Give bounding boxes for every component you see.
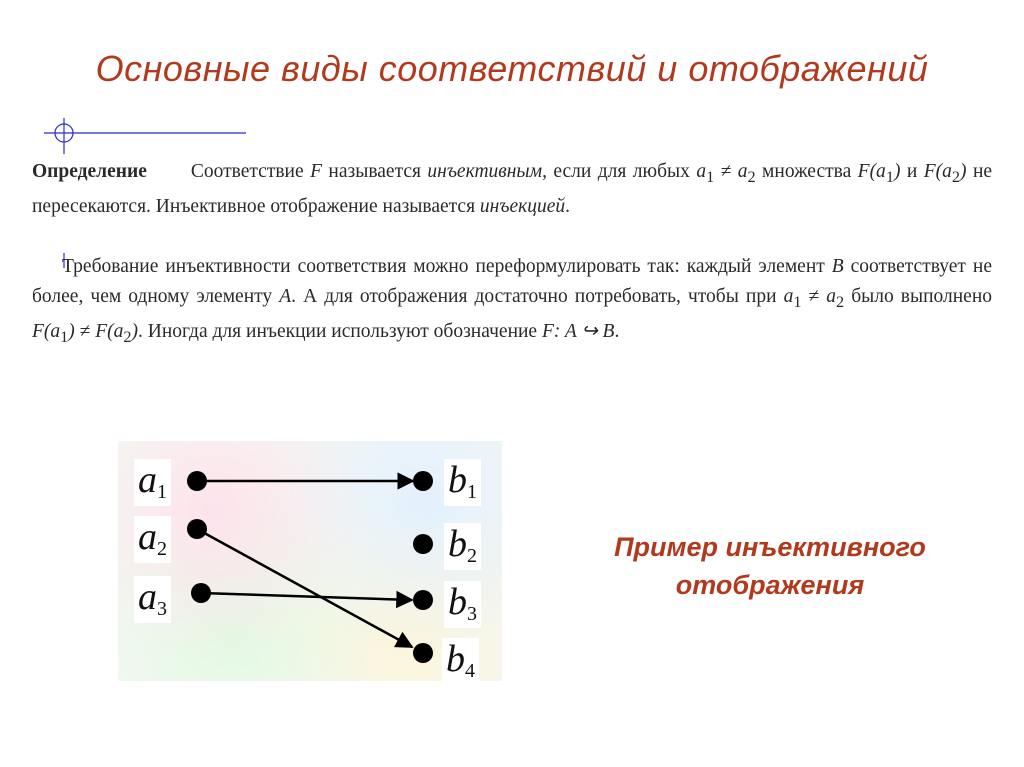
label-b1: $b_1$ — [444, 459, 481, 506]
node-a3 — [191, 583, 211, 603]
definition-label: Определение — [32, 161, 147, 182]
diagram-caption — [540, 528, 1000, 604]
slide-title: Основные виды соответствий и отображений — [95, 48, 929, 89]
term-injection: инъекцией — [479, 195, 566, 217]
label-a3: $a_3$ — [134, 576, 171, 623]
caption-line-2: отображения — [675, 570, 865, 600]
node-b1 — [413, 471, 433, 491]
arrow-a2-b4 — [197, 529, 412, 647]
label-a2: $a_2$ — [134, 516, 171, 563]
label-b4: $b_4$ — [442, 638, 479, 685]
node-a1 — [187, 471, 207, 491]
injection-diagram — [118, 441, 502, 681]
label-a1: $a_1$ — [134, 459, 171, 506]
node-b3 — [413, 590, 433, 610]
arrow-a3-b3 — [201, 593, 412, 600]
node-b4 — [413, 643, 433, 663]
definition-paragraph: Определение Соответствие F называется инъективным, если для любых $a_1 \ne a_2$ множества $F(a_1)$ и $F(a_2)$ не пересекаются. Инъективное отображение называется инъекцией. — [32, 161, 993, 217]
caption-line-1: Пример инъективного — [614, 532, 926, 562]
node-b2 — [413, 534, 433, 554]
reformulation-paragraph: Требование инъективности соответствия можно переформулировать так: каждый элемент B соответствует не более, чем одному элементу A. А для отображения достаточно потребовать, чтобы при $a_1 \ne a_2$ было выполнено $F(a_1) \ne F(a_2)$. Иногда для инъекции используют обозначение F: A ↪ B. — [32, 255, 993, 346]
term-injective: инъективным — [427, 161, 543, 182]
label-b3: $b_3$ — [444, 581, 481, 628]
injection-notation: F: A ↪ B — [541, 320, 615, 342]
node-a2 — [187, 519, 207, 539]
definition-text-block — [32, 157, 992, 352]
label-b2: $b_2$ — [444, 523, 481, 570]
